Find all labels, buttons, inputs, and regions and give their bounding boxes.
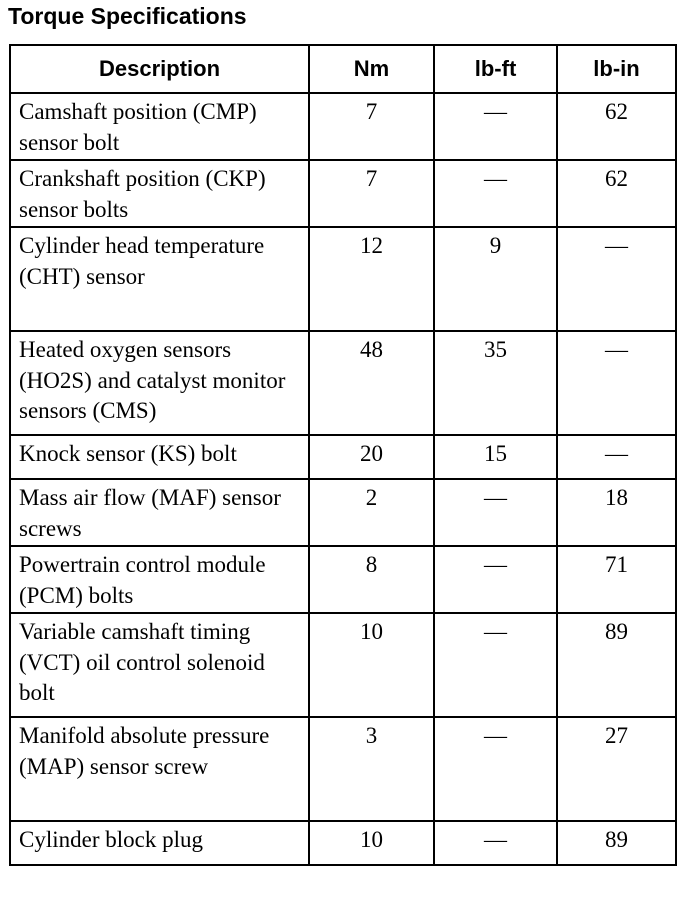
row-lbft: — <box>434 93 557 160</box>
header-lbin: lb-in <box>557 45 676 93</box>
row-nm: 10 <box>309 821 434 865</box>
row-lbft: — <box>434 160 557 227</box>
page-title: Torque Specifications <box>8 3 247 29</box>
row-description: Cylinder block plug <box>10 821 309 865</box>
row-nm: 48 <box>309 331 434 435</box>
row-description: Manifold absolute pressure (MAP) sensor screw <box>10 717 309 821</box>
row-description: Cylinder head temperature (CHT) sensor <box>10 227 309 331</box>
row-description: Variable camshaft timing (VCT) oil control solenoid bolt <box>10 613 309 717</box>
row-description: Mass air flow (MAF) sensor screws <box>10 479 309 546</box>
table-row <box>10 717 676 821</box>
row-lbft: — <box>434 717 557 821</box>
row-lbin: 18 <box>557 479 676 546</box>
table-row <box>10 546 676 613</box>
table-header-row <box>10 45 676 93</box>
row-lbin: — <box>557 331 676 435</box>
row-lbin: 89 <box>557 613 676 717</box>
row-nm: 10 <box>309 613 434 717</box>
row-nm: 7 <box>309 160 434 227</box>
header-lbft: lb-ft <box>434 45 557 93</box>
row-lbft: 15 <box>434 435 557 479</box>
row-nm: 3 <box>309 717 434 821</box>
row-nm: 2 <box>309 479 434 546</box>
torque-spec-table <box>9 44 677 866</box>
row-lbin: 89 <box>557 821 676 865</box>
row-lbft: — <box>434 546 557 613</box>
row-lbin: 62 <box>557 160 676 227</box>
row-description: Camshaft position (CMP) sensor bolt <box>10 93 309 160</box>
row-description: Crankshaft position (CKP) sensor bolts <box>10 160 309 227</box>
row-nm: 20 <box>309 435 434 479</box>
table-row <box>10 435 676 479</box>
row-nm: 12 <box>309 227 434 331</box>
table-row <box>10 331 676 435</box>
row-description: Powertrain control module (PCM) bolts <box>10 546 309 613</box>
table-row <box>10 479 676 546</box>
row-nm: 7 <box>309 93 434 160</box>
row-nm: 8 <box>309 546 434 613</box>
row-description: Knock sensor (KS) bolt <box>10 435 309 479</box>
table-row <box>10 821 676 865</box>
row-lbin: 71 <box>557 546 676 613</box>
row-lbin: 27 <box>557 717 676 821</box>
header-description: Description <box>10 45 309 93</box>
row-description: Heated oxygen sensors (HO2S) and catalyst monitor sensors (CMS) <box>10 331 309 435</box>
row-lbin: — <box>557 227 676 331</box>
table-row <box>10 613 676 717</box>
table-row <box>10 93 676 160</box>
row-lbft: 35 <box>434 331 557 435</box>
row-lbin: 62 <box>557 93 676 160</box>
row-lbft: — <box>434 613 557 717</box>
row-lbin: — <box>557 435 676 479</box>
header-nm: Nm <box>309 45 434 93</box>
row-lbft: — <box>434 479 557 546</box>
row-lbft: 9 <box>434 227 557 331</box>
row-lbft: — <box>434 821 557 865</box>
table-row <box>10 160 676 227</box>
table-row <box>10 227 676 331</box>
